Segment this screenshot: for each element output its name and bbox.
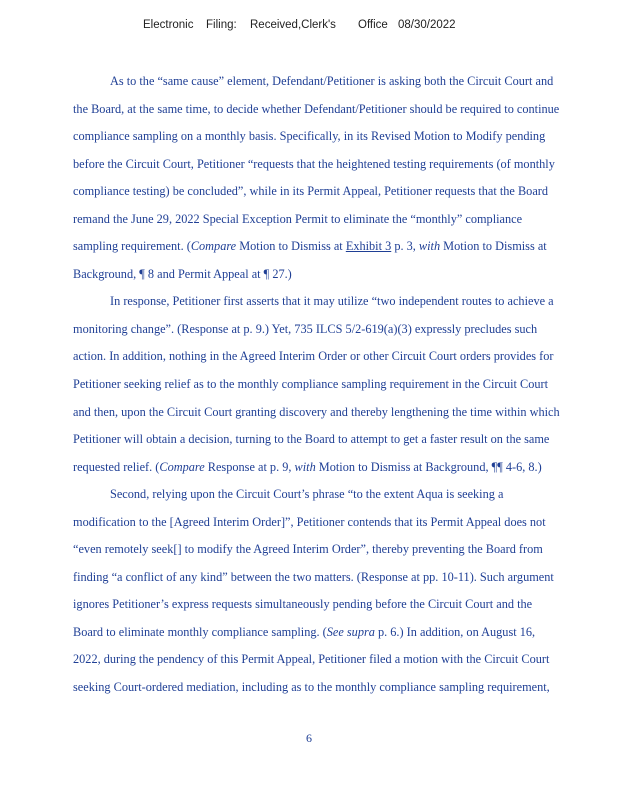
citation-signal: with [418, 239, 441, 254]
text-line [73, 316, 593, 344]
text-segment: compliance sampling on a monthly basis. Specifically, in its Revised Motion to Modify pending [73, 129, 546, 144]
exhibit-reference: Exhibit 3 [345, 239, 392, 254]
citation-signal: with [294, 459, 316, 474]
header-office: Office [358, 19, 388, 31]
text-segment: Second, relying upon the Circuit Court’s phrase “to the extent Aqua is seeking a [110, 487, 504, 502]
text-line [73, 674, 593, 702]
text-segment: Petitioner will obtain a decision, turning to the Board to attempt to get a faster result on the same [73, 432, 550, 447]
text-line [73, 619, 593, 647]
text-segment: “even remotely seek[] to modify the Agreed Interim Order”, thereby preventing the Board from [73, 542, 543, 557]
text-segment: Motion to Dismiss at [236, 239, 346, 254]
header-received: Received,Clerk's [250, 19, 336, 31]
text-line [73, 178, 593, 206]
text-segment: finding “a conflict of any kind” between the two matters. (Response at pp. 10-11). Such argument [73, 569, 554, 584]
citation-signal: See supra [326, 624, 375, 639]
text-line [73, 123, 593, 151]
header-electronic: Electronic [143, 19, 194, 31]
text-segment: p. 6.) In addition, on August 16, [374, 624, 536, 639]
text-segment: ignores Petitioner’s express requests simultaneously pending before the Circuit Court and the [73, 597, 533, 612]
text-line [73, 206, 593, 234]
text-segment: Response at p. 9, [204, 459, 295, 474]
text-segment: the Board, at the same time, to decide whether Defendant/Petitioner should be required to continue [73, 101, 560, 116]
paragraph [73, 68, 593, 288]
text-line [73, 646, 593, 674]
text-segment: As to the “same cause” element, Defendant/Petitioner is asking both the Circuit Court and [110, 74, 554, 88]
text-line [73, 481, 593, 509]
text-segment: Motion to Dismiss at [440, 239, 547, 254]
text-segment: seeking Court-ordered mediation, including as to the monthly compliance sampling requirement, [73, 680, 550, 695]
text-line [73, 509, 593, 537]
header-filing: Filing: [206, 19, 237, 31]
text-line [73, 233, 593, 261]
text-line [73, 151, 593, 179]
text-segment: Background, ¶ 8 and Permit Appeal at ¶ 27.) [73, 266, 292, 281]
text-segment: requested relief. ( [73, 459, 160, 474]
text-segment: remand the June 29, 2022 Special Exception Permit to eliminate the “monthly” compliance [73, 211, 523, 226]
text-segment: sampling requirement. ( [73, 239, 191, 254]
text-line [73, 261, 593, 289]
paragraph [73, 288, 593, 481]
text-line [73, 288, 593, 316]
text-segment: modification to the [Agreed Interim Order]”, Petitioner contends that its Permit Appeal does not [73, 514, 546, 529]
filing-header [0, 19, 618, 37]
text-line [73, 454, 593, 482]
text-segment: compliance testing) be concluded”, while in its Permit Appeal, Petitioner requests that the Board [73, 184, 549, 199]
text-segment: before the Circuit Court, Petitioner “requests that the heightened testing requirements (of monthly [73, 156, 555, 171]
citation-signal: Compare [190, 239, 237, 254]
text-segment: action. In addition, nothing in the Agreed Interim Order or other Circuit Court orders provides for [73, 349, 554, 364]
text-line [73, 564, 593, 592]
text-line [73, 399, 593, 427]
text-segment: and then, upon the Circuit Court granting discovery and thereby lengthening the time within which [73, 404, 560, 419]
text-segment: Board to eliminate monthly compliance sampling. ( [73, 624, 327, 639]
text-line [73, 591, 593, 619]
text-line [73, 96, 593, 124]
text-segment: 2022, during the pendency of this Permit Appeal, Petitioner filed a motion with the Circuit Court [73, 652, 550, 667]
text-line [73, 343, 593, 371]
text-line [73, 426, 593, 454]
page-number: 6 [306, 731, 312, 745]
header-date: 08/30/2022 [398, 19, 456, 31]
text-line [73, 536, 593, 564]
citation-signal: Compare [159, 459, 205, 474]
text-segment: p. 3, [391, 239, 419, 254]
document-body [73, 68, 593, 702]
text-segment: In response, Petitioner first asserts that it may utilize “two independent routes to achieve a [110, 294, 554, 309]
text-line [73, 68, 593, 96]
text-segment: monitoring change”. (Response at p. 9.) Yet, 735 ILCS 5/2-619(a)(3) expressly precludes such [73, 321, 538, 336]
text-line [73, 371, 593, 399]
text-segment: Petitioner seeking relief as to the monthly compliance sampling requirement in the Circuit Court [73, 377, 549, 392]
paragraph [73, 481, 593, 701]
text-segment: Motion to Dismiss at Background, ¶¶ 4-6, 8.) [315, 459, 542, 474]
